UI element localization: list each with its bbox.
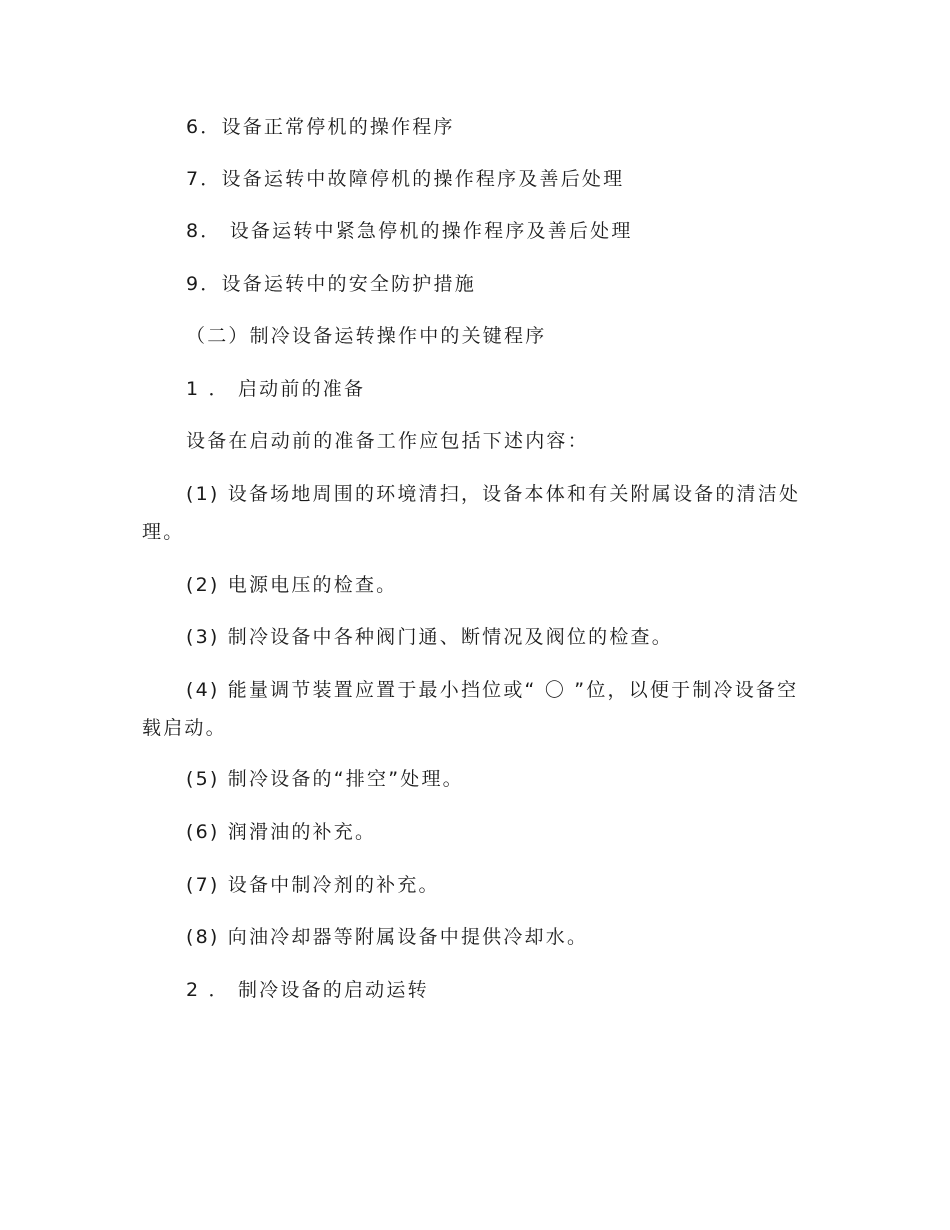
list-item-9: 9．设备运转中的安全防护措施 — [186, 273, 476, 295]
prep-item-5: (5) 制冷设备的“排空”处理。 — [186, 768, 464, 790]
subheading-1: 1 ． 启动前的准备 — [186, 378, 366, 400]
prep-item-2: (2) 电源电压的检查。 — [186, 574, 398, 596]
prep-item-6: (6) 润滑油的补充。 — [186, 821, 377, 843]
paragraph-intro: 设备在启动前的准备工作应包括下述内容： — [186, 430, 589, 452]
prep-item-1: (1) 设备场地周围的环境清扫，设备本体和有关附属设备的清洁处理。 — [142, 483, 801, 543]
list-item-7: 7．设备运转中故障停机的操作程序及善后处理 — [186, 168, 625, 190]
prep-item-8: (8) 向油冷却器等附属设备中提供冷却水。 — [186, 926, 589, 948]
list-item-6: 6．设备正常停机的操作程序 — [186, 116, 455, 138]
subheading-2: 2 ． 制冷设备的启动运转 — [186, 979, 429, 1001]
prep-item-4: (4) 能量调节装置应置于最小挡位或“ 〇 ”位，以便于制冷设备空载启动。 — [142, 679, 799, 739]
prep-item-7: (7) 设备中制冷剂的补充。 — [186, 874, 440, 896]
section-heading-2: （二）制冷设备运转操作中的关键程序 — [186, 325, 547, 347]
prep-item-3: (3) 制冷设备中各种阀门通、断情况及阀位的检查。 — [186, 626, 673, 648]
list-item-8: 8． 设备运转中紧急停机的操作程序及善后处理 — [186, 220, 633, 242]
